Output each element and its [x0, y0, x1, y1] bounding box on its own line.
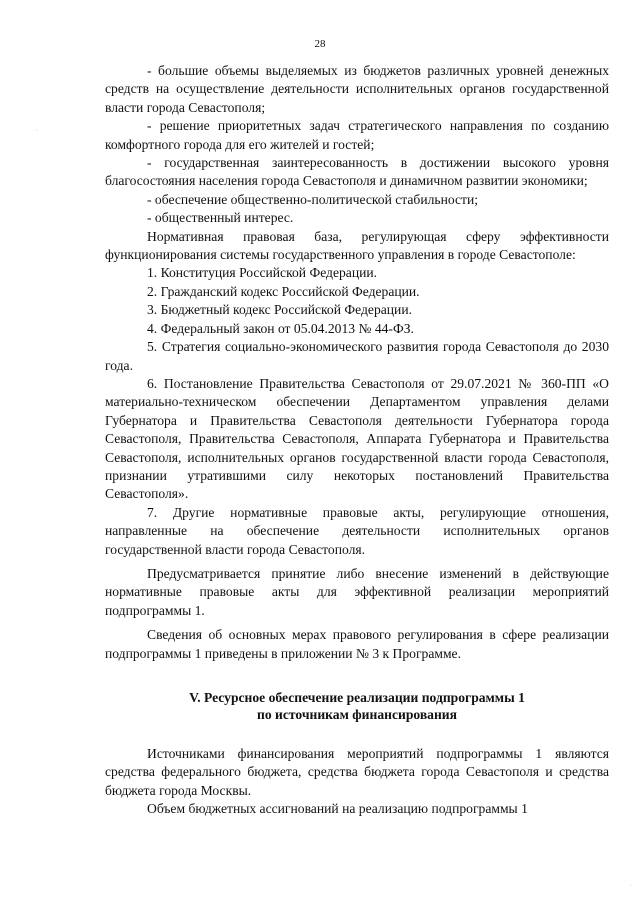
paragraph: Предусматривается принятие либо внесение изменений в действующие нормативные правовые акты для эффективной реализации мероприятий подпрограммы 1.	[105, 565, 609, 618]
paragraph: Нормативная правовая база, регулирующая сферу эффективности функционирования системы государственного управления в городе Севастополе:	[105, 228, 609, 263]
section-heading-line: по источникам финансирования	[257, 707, 457, 722]
list-item: 3. Бюджетный кодекс Российской Федерации.	[147, 302, 413, 318]
list-item: 5. Стратегия социально-экономического развития города Севастополя до 2030 года.	[105, 339, 609, 373]
scan-mark: ·	[630, 883, 632, 889]
list-item: 6. Постановление Правительства Севастополя от 29.07.2021 № 360-ПП «О материально-техническом обеспечении Департаментом управления делами Губернатора и Правительства Севастополя деятельности Губернатора города Севастополя, Правительства Севастополя, Аппарата Губернатора и Правительства Севастополя, исполнительных органов государственной власти города Севастополя, признании утратившими силу некоторых постановлений Правительства Севастополя».	[105, 375, 609, 502]
scan-mark: ·	[36, 128, 38, 134]
page-number: 28	[314, 38, 326, 50]
list-item: 2. Гражданский кодекс Российской Федерации.	[147, 283, 420, 299]
document-body	[105, 62, 609, 819]
section-heading-line: V. Ресурсное обеспечение реализации подпрограммы 1	[189, 690, 525, 705]
list-item: 1. Конституция Российской Федерации.	[147, 265, 378, 281]
section-heading	[105, 689, 609, 723]
paragraph: - большие объемы выделяемых из бюджетов различных уровней денежных средств на осуществление деятельности исполнительных органов государственной власти города Севастополя;	[105, 63, 609, 115]
list-item: 7. Другие нормативные правовые акты, регулирующие отношения, направленные на обеспечение деятельности исполнительных органов государственной власти города Севастополя.	[105, 504, 609, 557]
paragraph: - общественный интерес.	[147, 210, 294, 226]
paragraph: Источниками финансирования мероприятий подпрограммы 1 являются средства федерального бюджета, средства бюджета города Севастополя и средства бюджета города Москвы.	[105, 746, 609, 798]
paragraph: Объем бюджетных ассигнований на реализацию подпрограммы 1	[147, 801, 528, 817]
list-item: 4. Федеральный закон от 05.04.2013 № 44-ФЗ.	[147, 320, 414, 336]
paragraph: - обеспечение общественно-политической стабильности;	[147, 191, 479, 207]
paragraph: - государственная заинтересованность в достижении высокого уровня благосостояния населения города Севастополя и динамичном развитии экономики;	[105, 155, 609, 189]
paragraph: Сведения об основных мерах правового регулирования в сфере реализации подпрограммы 1 приведены в приложении № 3 к Программе.	[105, 627, 609, 661]
paragraph: - решение приоритетных задач стратегического направления по созданию комфортного города для его жителей и гостей;	[105, 118, 609, 152]
